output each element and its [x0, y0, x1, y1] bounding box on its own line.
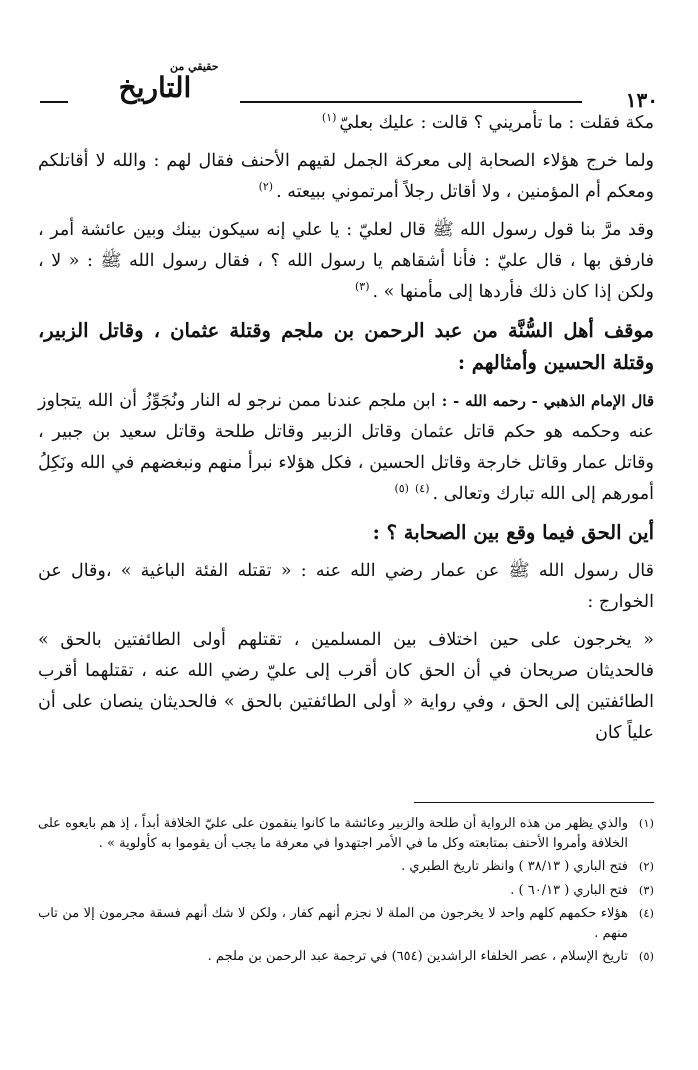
quote-attribution: قال الإمام الذهبي - رحمه الله - : — [441, 392, 655, 410]
paragraph-2 — [38, 146, 654, 208]
paragraph-text: « يخرجون على حين اختلاف بين المسلمين ، تقتلهم أولى الطائفتين بالحق » فالحديثان صريحان في أن الحق كان أقرب إلى عليّ رضي الله عنه ، تقتلهما أقرب الطائفتين إلى الحق ، وفي رواية « أولى الطائفتين بالحق » فالحديثان ينصان على أن علياً كان — [38, 630, 654, 743]
footnote — [38, 904, 654, 943]
page-number: ١٣٠ — [625, 88, 658, 112]
header-rule-left — [40, 101, 68, 103]
footnote — [38, 947, 654, 967]
header-rule — [240, 101, 582, 103]
footnote — [38, 857, 654, 877]
body-text — [38, 108, 654, 756]
paragraph-text: ولما خرج هؤلاء الصحابة إلى معركة الجمل لقيهم الأحنف فقال لهم : والله لا أقاتلكم ومعكم أم المؤمنين ، ولا أقاتل رجلاً أمرتموني ببيعته . — [38, 151, 654, 202]
footnote-ref: (٢) — [258, 180, 274, 194]
section-heading-1: موقف أهل السُّنَّة من عبد الرحمن بن ملجم وقتلة عثمان ، وقاتل الزبير، وقتلة الحسين وأمثالهم : — [38, 319, 654, 374]
footnote-number: (١) — [638, 816, 654, 830]
book-title: التاريخ — [118, 71, 192, 104]
editor-label: حقيقي من — [170, 60, 219, 73]
footnote-number: (٢) — [638, 859, 654, 873]
footnote-number: (٣) — [638, 882, 654, 897]
footnote — [38, 881, 654, 901]
paragraph-text: مكة فقلت : ما تأمريني ؟ قالت : عليك بعليّ — [339, 113, 654, 133]
paragraph-6 — [38, 625, 654, 749]
paragraph-4 — [38, 386, 654, 510]
footnote-number: (٥) — [638, 949, 654, 963]
paragraph-text: ابن ملجم عندنا ممن نرجو له النار ونُجَوِّزُ أن الله يتجاوز عنه وحكمه هو حكم قاتل عثمان وقاتل الزبير وقاتل طلحة وقاتل سعيد بن جبير ، وقاتل عمار وقاتل خارجة وقاتل الحسين ، فكل هؤلاء نبرأ منهم ونبغضهم في الله ونَكِلُ أمورهم إلى الله تبارك وتعالى . — [38, 391, 654, 504]
paragraph-text: وقد مرَّ بنا قول رسول الله ﷺ قال لعليّ : يا علي إنه سيكون بينك وبين عائشة أمر ، فارفق بها ، قال عليّ : فأنا أشقاهم يا رسول الله ؟ ، فقال رسول الله ﷺ : « لا ، ولكن إذا كان ذلك فأردها إلى مأمنها » . — [38, 220, 654, 302]
footnote-text: هؤلاء حكمهم كلهم واحد لا يخرجون من الملة لا نجزم أنهم كفار ، ولكن لا شك أنهم فسقة مجرمون إلا من تاب منهم . — [38, 906, 628, 941]
footnote-text: فتح الباري ( ٣٨/١٣ ) وانظر تاريخ الطبري . — [401, 859, 628, 874]
section-heading-2: أين الحق فيما وقع بين الصحابة ؟ : — [372, 521, 654, 544]
footnote — [38, 814, 654, 853]
footnote-ref: (٤) — [414, 482, 430, 496]
footnote-text: فتح الباري ( ٦٠/١٣ ) . — [510, 882, 628, 898]
paragraph-3 — [38, 215, 654, 308]
paragraph-5 — [38, 556, 654, 618]
footnote-ref: (١) — [321, 111, 337, 125]
footnote-text: والذي يظهر من هذه الرواية أن طلحة والزبير وعائشة ما كانوا ينقمون على عليّ الخلافة أبداً ، إذ هم بايعوه على الخلافة وأمروا الأحنف بمتابعته وكل ما في الأمر اجتهدوا في معرفة ما يجب أن يقوموا به كأولوية » . — [38, 816, 628, 851]
footnote-number: (٤) — [638, 906, 654, 920]
footnote-text: تاريخ الإسلام ، عصر الخلفاء الراشدين (٦٥٤) في ترجمة عبد الرحمن بن ملجم . — [207, 949, 628, 964]
footnote-ref: (٥) — [394, 482, 409, 496]
paragraph-1 — [38, 108, 654, 139]
footnote-ref: (٣) — [354, 280, 370, 294]
paragraph-text: قال رسول الله ﷺ عن عمار رضي الله عنه : « تقتله الفئة الباغية » ،وقال عن الخوارج : — [38, 561, 654, 612]
footnote-divider — [414, 802, 654, 803]
footnotes — [38, 814, 654, 971]
